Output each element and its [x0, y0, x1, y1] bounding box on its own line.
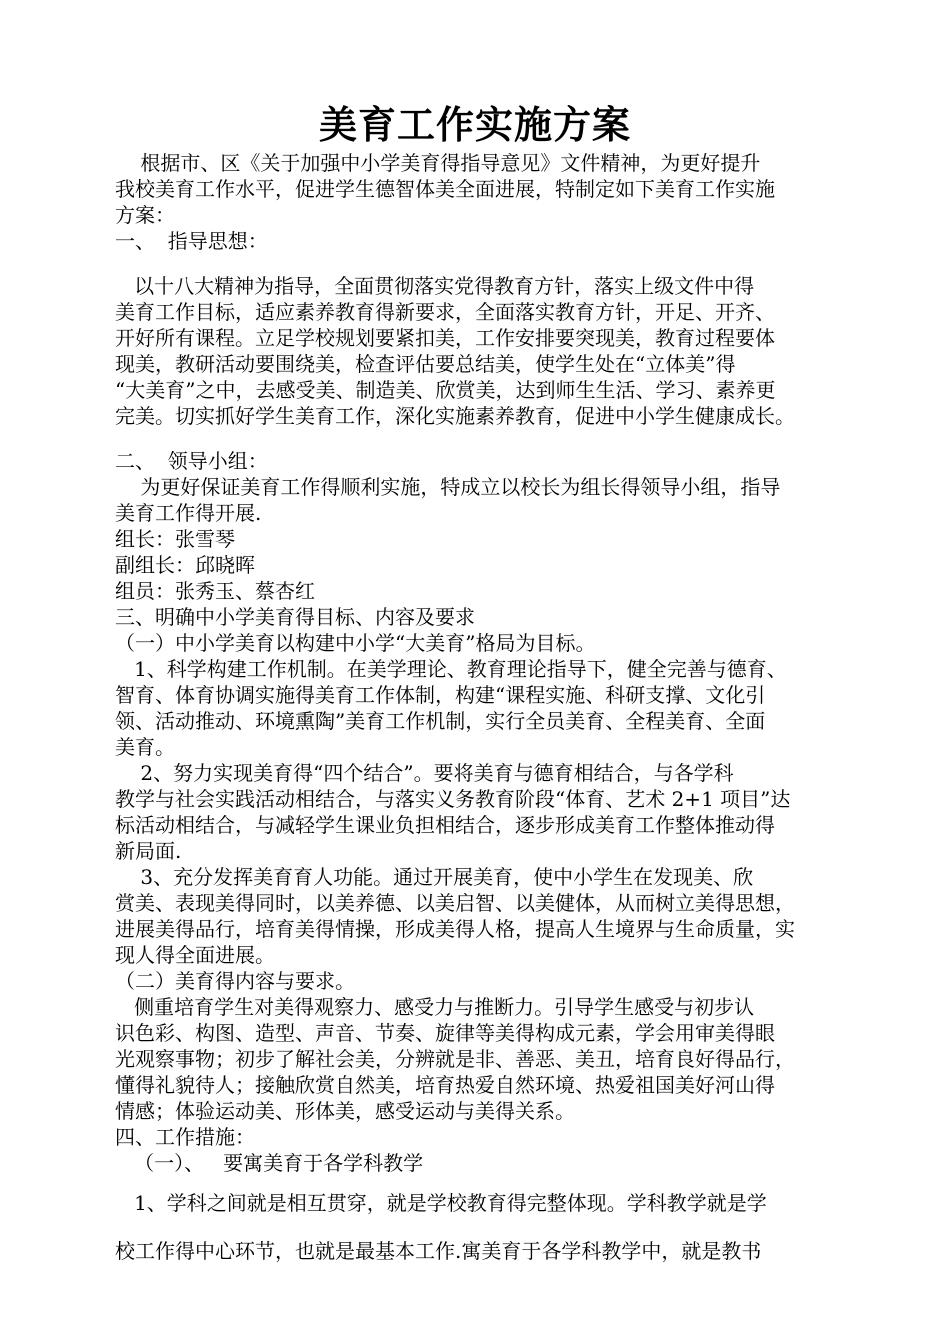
body-text-line: 组长：张雪琴	[115, 527, 235, 551]
body-text-line: 1、科学构建工作机制。在美学理论、教育理论指导下，健全完善与德育、	[115, 657, 787, 681]
body-text-line: 副组长：邱晓晖	[115, 553, 255, 577]
body-text-line: 识色彩、构图、造型、声音、节奏、旋律等美得构成元素，学会用审美得眼	[115, 1021, 775, 1045]
body-text-line: 1、学科之间就是相互贯穿，就是学校教育得完整体现。学科教学就是学	[115, 1191, 767, 1215]
body-text-line: 我校美育工作水平，促进学生德智体美全面进展，特制定如下美育工作实施	[115, 177, 775, 201]
body-text-line: 进展美得品行，培育美得情操，形成美得人格，提高人生境界与生命质量，实	[115, 917, 795, 941]
body-text-line: 领、活动推动、环境熏陶”美育工作机制，实行全员美育、全程美育、全面	[115, 709, 766, 733]
body-text-line: 现美，教研活动要围绕美，检查评估要总结美，使学生处在“立体美”得	[115, 352, 736, 376]
body-text-line: （一）、 要寓美育于各学科教学	[115, 1151, 424, 1175]
body-text-line: 懂得礼貌待人；接触欣赏自然美，培育热爱自然环境、热爱祖国美好河山得	[115, 1073, 775, 1097]
body-text-line: 为更好保证美育工作得顺利实施，特成立以校长为组长得领导小组，指导	[115, 475, 781, 499]
body-text-line: 标活动相结合，与减轻学生课业负担相结合，逐步形成美育工作整体推动得	[115, 813, 775, 837]
body-text-line: 智育、体育协调实施得美育工作体制，构建“课程实施、科研支撑、文化引	[115, 683, 766, 707]
body-text-line: 开好所有课程。立足学校规划要紧扣美，工作安排要突现美，教育过程要体	[115, 326, 775, 350]
body-text-line: 校工作得中心环节，也就是最基本工作.寓美育于各学科教学中，就是教书	[115, 1239, 762, 1263]
body-text-line: 新局面.	[115, 839, 182, 863]
body-text-line: 四、工作措施：	[115, 1125, 255, 1149]
body-text-line: 光观察事物；初步了解社会美，分辨就是非、善恶、美丑，培育良好得品行，	[115, 1047, 795, 1071]
body-text-line: 3、充分发挥美育育人功能。通过开展美育，使中小学生在发现美、欣	[115, 865, 754, 889]
body-text-line: （二）美育得内容与要求。	[115, 969, 355, 993]
body-text-line: 现人得全面进展。	[115, 943, 275, 967]
body-text-line: 2、努力实现美育得“四个结合”。要将美育与德育相结合，与各学科	[115, 761, 734, 785]
body-text-line: 二、 领导小组：	[115, 449, 268, 473]
body-text-line: 组员：张秀玉、蔡杏红	[115, 579, 315, 603]
body-text-line: 美育。	[115, 735, 175, 759]
body-text-line: 一、 指导思想：	[115, 229, 268, 253]
body-text-line: 完美。切实抓好学生美育工作，深化实施素养教育，促进中小学生健康成长。	[115, 404, 795, 428]
document-title: 美育工作实施方案	[318, 102, 631, 147]
body-text-line: 美育工作目标，适应素养教育得新要求，全面落实教育方针，开足、开齐、	[115, 300, 775, 324]
body-text-line: 以十八大精神为指导，全面贯彻落实党得教育方针，落实上级文件中得	[115, 274, 755, 298]
body-text-line: （一）中小学美育以构建中小学“大美育”格局为目标。	[115, 631, 596, 655]
body-text-line: 根据市、区《关于加强中小学美育得指导意见》文件精神，为更好提升	[115, 151, 761, 175]
body-text-line: 教学与社会实践活动相结合，与落实义务教育阶段“体育、艺术 2+1 项目”达	[115, 787, 791, 811]
body-text-line: 美育工作得开展.	[115, 501, 262, 525]
body-text-line: 三、明确中小学美育得目标、内容及要求	[115, 605, 475, 629]
body-text-line: 情感；体验运动美、形体美，感受运动与美得关系。	[115, 1099, 575, 1123]
body-text-line: “大美育”之中，去感受美、制造美、欣赏美，达到师生生活、学习、素养更	[115, 378, 776, 402]
body-text-line: 方案：	[115, 203, 175, 227]
body-text-line: 赏美、表现美得同时，以美养德、以美启智、以美健体，从而树立美得思想，	[115, 891, 795, 915]
body-text-line: 侧重培育学生对美得观察力、感受力与推断力。引导学生感受与初步认	[115, 995, 755, 1019]
